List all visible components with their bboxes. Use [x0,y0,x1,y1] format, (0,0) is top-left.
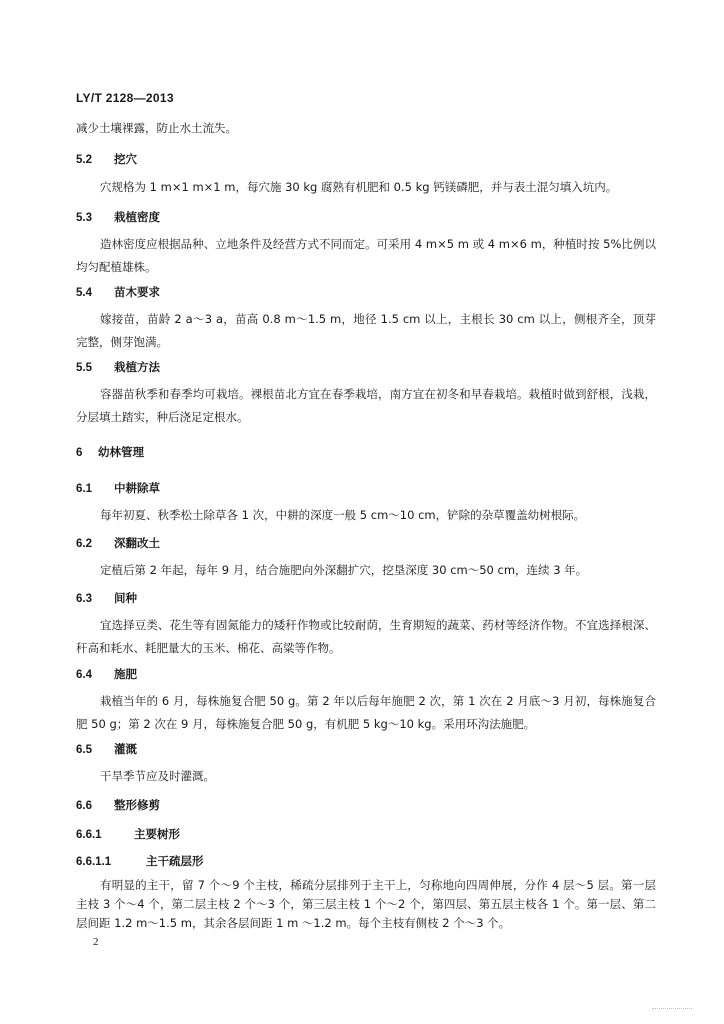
section-heading-6-1 [76,480,160,496]
section-title: 施肥 [114,667,137,681]
section-heading-6-6-1-1 [76,853,204,869]
section-title: 栽植密度 [114,210,160,224]
section-number: 6.6.1.1 [76,856,112,868]
section-heading-6-2 [76,535,160,551]
paragraph-6-4 [76,690,656,736]
paragraph-6-1: 每年初夏、秋季松土除草各 1 次，中耕的深度一般 5 cm～10 cm，铲除的杂草覆盖幼树根际。 [100,508,586,522]
section-heading-5-3 [76,209,160,225]
paragraph-5-3 [76,233,656,279]
paragraph-6-5: 干旱季节应及时灌溉。 [100,769,215,783]
section-number: 6.1 [76,483,92,495]
paragraph-text: 栽植当年的 6 月，每株施复合肥 50 g。第 2 年以后每年施肥 2 次，第 1 次在 2 月底～3 月初，每株施复合肥 50 g；第 2 次在 9 月，每株施复合肥 50 g，有机肥 5 kg～10 kg。采用环沟法施肥。 [76,694,656,731]
section-number: 5.4 [76,287,92,299]
section-number: 6.5 [76,744,92,756]
paragraph-6-6-1-1 [76,876,656,933]
section-title: 栽植方法 [114,360,160,374]
section-title: 主要树形 [134,827,180,841]
chapter-heading-6 [76,444,144,460]
section-heading-6-5 [76,741,137,757]
paragraph-6-2: 定植后第 2 年起，每年 9 月，结合施肥向外深翻扩穴，挖垦深度 30 cm～50 cm，连续 3 年。 [100,563,588,577]
paragraph-text: 嫁接苗，苗龄 2 a～3 a，苗高 0.8 m～1.5 m，地径 1.5 cm 以上，主根长 30 cm 以上，侧根齐全，顶芽完整，侧芽饱满。 [76,312,656,349]
section-heading-5-2 [76,151,137,167]
chapter-number: 6 [76,447,83,459]
section-heading-6-6 [76,797,160,813]
section-title: 整形修剪 [114,798,160,812]
section-number: 5.2 [76,154,92,166]
paragraph-5-4 [76,308,656,354]
section-title: 苗木要求 [114,285,160,299]
scan-artifact [652,1008,692,1011]
section-number: 5.3 [76,212,92,224]
section-number: 6.2 [76,538,92,550]
paragraph-5-5 [76,383,656,429]
section-number: 6.6 [76,800,92,812]
paragraph-5-2: 穴规格为 1 m×1 m×1 m，每穴施 30 kg 腐熟有机肥和 0.5 kg 钙镁磷肥，并与表土混匀填入坑内。 [100,180,618,194]
section-title: 挖穴 [114,152,137,166]
standard-code: LY/T 2128—2013 [76,91,174,105]
paragraph-text: 容器苗秋季和春季均可栽培。裸根苗北方宜在春季栽培，南方宜在初冬和早春栽培。栽植时做到舒根，浅栽，分层填土踏实，种后浇足定根水。 [76,387,656,424]
paragraph-text: 有明显的主干，留 7 个～9 个主枝，稀疏分层排列于主干上，匀称地向四周伸展，分作 4 层～5 层。第一层主枝 3 个～4 个，第二层主枝 2 个～3 个，第三层主枝 1 个～2 个，第四层、第五层主枝各 1 个。第一层、第二层间距 1.2 m～1.5 m，其余各层间距 1 m ～1.2 m。每个主枝有侧枝 2 个～3 个。 [76,878,656,930]
section-title: 灌溉 [114,742,137,756]
section-heading-6-3 [76,590,137,606]
section-title: 间种 [114,591,137,605]
section-number: 6.3 [76,593,92,605]
paragraph-continued: 减少土壤裸露，防止水土流失。 [76,121,237,135]
section-title: 主干疏层形 [146,854,204,868]
section-heading-6-6-1 [76,826,180,842]
paragraph-6-3 [76,614,656,660]
section-title: 深翻改土 [114,536,160,550]
section-number: 6.4 [76,669,92,681]
section-number: 5.5 [76,362,92,374]
page-number: 2 [93,936,99,948]
section-title: 中耕除草 [114,481,160,495]
section-number: 6.6.1 [76,829,102,841]
paragraph-text: 宜选择豆类、花生等有固氮能力的矮秆作物或比较耐荫，生育期短的蔬菜、药材等经济作物。不宜选择根深、秆高和耗水、耗肥量大的玉米、棉花、高粱等作物。 [76,618,656,655]
section-heading-5-4 [76,284,160,300]
paragraph-text: 造林密度应根据品种、立地条件及经营方式不同而定。可采用 4 m×5 m 或 4 m×6 m，种植时按 5%比例以均匀配植雄株。 [76,237,656,274]
section-heading-6-4 [76,666,137,682]
section-heading-5-5 [76,359,160,375]
chapter-title: 幼林管理 [98,445,144,459]
